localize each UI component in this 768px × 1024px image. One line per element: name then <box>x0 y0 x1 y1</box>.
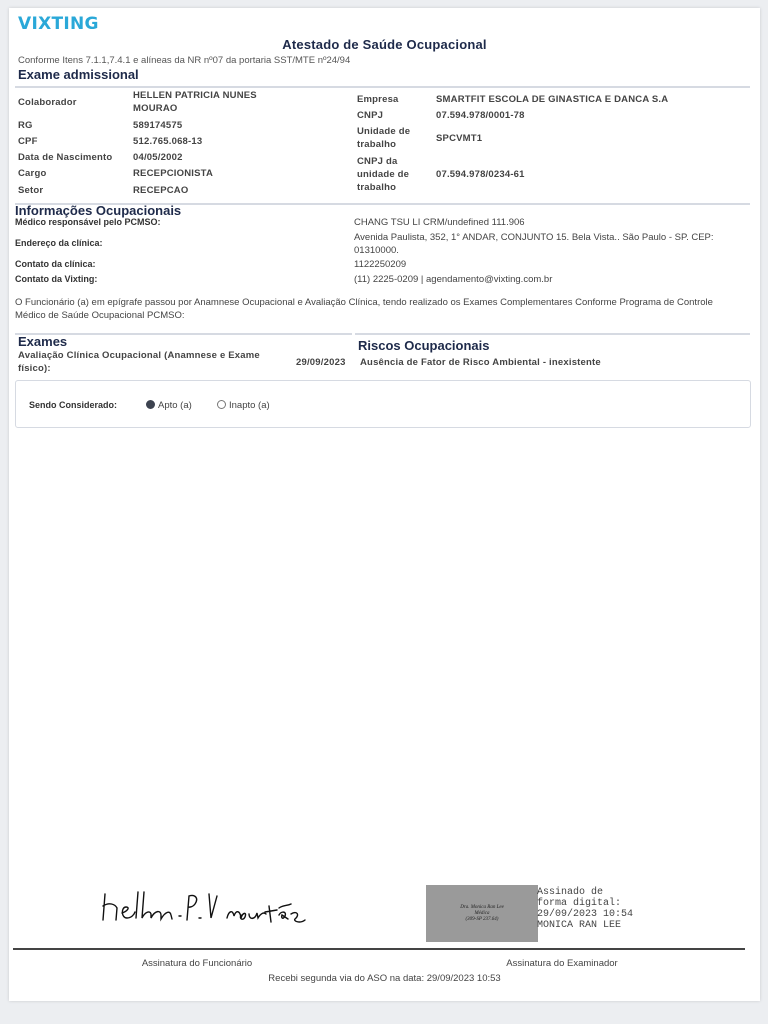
digital-signature-line: MONICA RAN LEE <box>537 920 622 931</box>
exam-item-line1: Avaliação Clínica Ocupacional (Anamnese e Exame <box>18 350 260 361</box>
pcmso-note-line2: Médico de Saúde Ocupacional PCMSO: <box>15 310 185 321</box>
exam-type-heading: Exame admissional <box>18 67 139 82</box>
cnpj-value: 07.594.978/0001-78 <box>436 110 525 121</box>
exam-item-date: 29/09/2023 <box>296 357 346 368</box>
contato-vixting-label: Contato da Vixting: <box>15 274 98 284</box>
stamp-line: (309-SP 237.64) <box>465 917 499 922</box>
occupational-heading: Informações Ocupacionais <box>15 203 182 218</box>
vixting-logo: VIXTING <box>18 14 99 34</box>
setor-label: Setor <box>18 185 44 196</box>
pcmso-note-line1: O Funcionário (a) em epígrafe passou por Anamnese Ocupacional e Avaliação Clínica, tendo realizado os Exames Complementares Conforme Programa de Controle <box>15 297 713 308</box>
examiner-signature-caption: Assinatura do Examinador <box>506 958 618 969</box>
stamp-line: Dra. Monica Ran Lee <box>460 905 504 910</box>
rg-value: 589174575 <box>133 120 183 131</box>
stamp-line: Médica <box>474 911 490 916</box>
colaborador-value-line1: HELLEN PATRICIA NUNES <box>133 90 257 101</box>
radio-apto[interactable] <box>146 400 192 411</box>
divider <box>355 333 750 335</box>
cnpj-unidade-label-line2: unidade de <box>357 169 410 180</box>
medico-value: CHANG TSU LI CRM/undefined 111.906 <box>354 217 525 228</box>
receipt-text: Recebi segunda via do ASO na data: 29/09/2023 10:53 <box>268 973 501 984</box>
unidade-label-line2: trabalho <box>357 139 397 150</box>
cnpj-unidade-value: 07.594.978/0234-61 <box>436 169 525 180</box>
radio-apto-label: Apto (a) <box>158 400 192 411</box>
digital-signature-line: forma digital: <box>537 898 622 909</box>
document-title: Atestado de Saúde Ocupacional <box>282 37 487 52</box>
aso-document <box>9 8 760 1001</box>
digital-signature-line: Assinado de <box>537 887 604 898</box>
endereco-value-line2: 01310000. <box>354 245 399 256</box>
divider <box>15 86 351 88</box>
unidade-label-line1: Unidade de <box>357 126 411 137</box>
risk-item: Ausência de Fator de Risco Ambiental - inexistente <box>360 357 601 368</box>
contato-clinica-label: Contato da clínica: <box>15 259 96 269</box>
cargo-value: RECEPCIONISTA <box>133 168 214 179</box>
digital-signature-line: 29/09/2023 10:54 <box>537 909 634 920</box>
colaborador-value-line2: MOURAO <box>133 103 178 114</box>
exam-item-line2: físico): <box>18 363 51 374</box>
nascimento-label: Data de Nascimento <box>18 152 113 163</box>
employee-signature <box>95 882 335 942</box>
radio-unselected-icon <box>217 400 226 409</box>
rg-label: RG <box>18 120 33 131</box>
endereco-label: Endereço da clínica: <box>15 238 103 248</box>
cpf-label: CPF <box>18 136 38 147</box>
employee-signature-caption: Assinatura do Funcionário <box>141 958 253 969</box>
endereco-value-line1: Avenida Paulista, 352, 1° ANDAR, CONJUNTO 15. Bela Vista.. São Paulo - SP. CEP: <box>354 232 714 243</box>
unidade-value: SPCVMT1 <box>436 133 483 144</box>
empresa-label: Empresa <box>357 94 399 105</box>
contato-clinica-value: 1122250209 <box>354 259 407 270</box>
result-box <box>15 380 751 428</box>
digital-signature-text <box>537 887 633 931</box>
cpf-value: 512.765.068-13 <box>133 136 203 147</box>
cargo-label: Cargo <box>18 168 47 179</box>
examiner-stamp <box>426 885 538 942</box>
empresa-value: SMARTFIT ESCOLA DE GINASTICA E DANCA S.A <box>436 94 669 105</box>
cnpj-unidade-label-line1: CNPJ da <box>357 156 398 167</box>
radio-selected-icon <box>146 400 155 409</box>
result-label: Sendo Considerado: <box>29 400 118 410</box>
exams-heading: Exames <box>18 334 68 349</box>
contato-vixting-value: (11) 2225-0209 | agendamento@vixting.com.br <box>354 274 553 285</box>
setor-value: RECEPCAO <box>133 185 189 196</box>
stamp-text <box>426 905 538 923</box>
radio-inapto-label: Inapto (a) <box>229 400 270 411</box>
divider <box>351 86 750 88</box>
nascimento-value: 04/05/2002 <box>133 152 183 163</box>
cnpj-label: CNPJ <box>357 110 384 121</box>
radio-inapto[interactable] <box>217 400 270 411</box>
cnpj-unidade-label-line3: trabalho <box>357 182 397 193</box>
risks-heading: Riscos Ocupacionais <box>358 338 490 353</box>
colaborador-label: Colaborador <box>18 97 77 108</box>
medico-label: Médico responsável pelo PCMSO: <box>15 217 161 227</box>
signature-line <box>13 948 745 950</box>
document-subtitle: Conforme Itens 7.1.1,7.4.1 e alíneas da NR nº07 da portaria SST/MTE nº24/94 <box>18 55 351 66</box>
